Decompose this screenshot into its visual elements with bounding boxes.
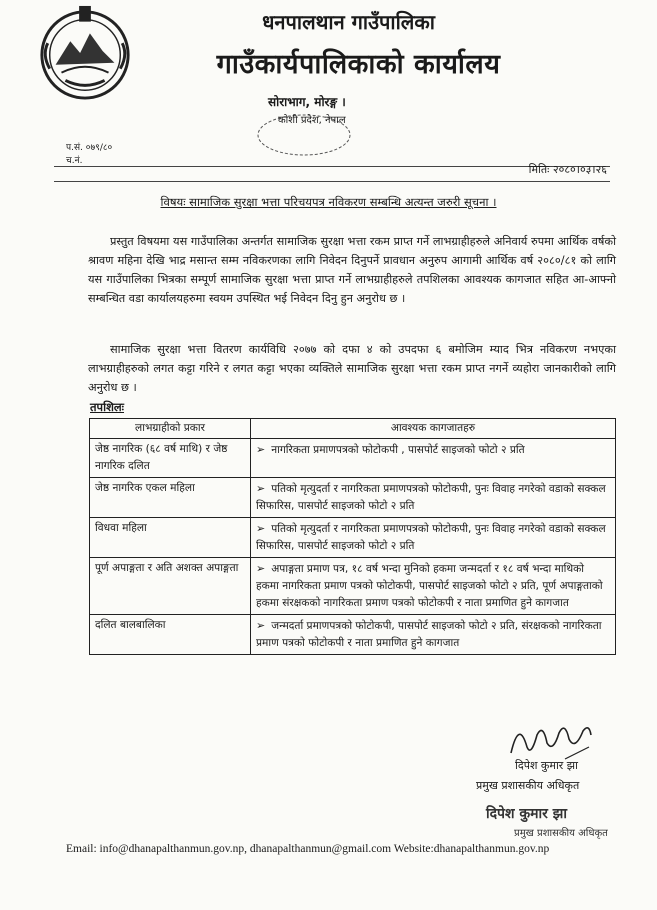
arrow-bullet-icon: ➢ bbox=[256, 522, 266, 535]
beneficiary-type: जेष्ठ नागरिक (६८ वर्ष माथि) र जेष्ठ नागरिक दलित bbox=[90, 439, 251, 478]
table-row bbox=[90, 518, 616, 558]
signatory-name: दिपेश कुमार झा bbox=[515, 759, 578, 772]
required-documents bbox=[251, 518, 616, 558]
address-line-2: कोशी प्रदेश, नेपाल bbox=[278, 115, 346, 126]
documents-text: पतिको मृत्युदर्ता र नागरिकता प्रमाणपत्रको फोटोकपी, पुनः विवाह नगरेको वडाको सक्कल सिफारिस, पासपोर्ट साइजको फोटो २ प्रति bbox=[256, 523, 606, 552]
column-header-type: लाभग्राहीको प्रकार bbox=[90, 419, 251, 439]
required-documents bbox=[251, 439, 616, 478]
signatory-title: प्रमुख प्रशासकीय अधिकृत bbox=[476, 779, 580, 792]
letter-date: मितिः २०८०।०३।२६ bbox=[528, 163, 607, 176]
column-header-documents: आवश्यक कागजातहरु bbox=[251, 419, 616, 439]
table-header-row bbox=[90, 419, 616, 439]
stamp-name-text: दिपेश कुमार झा bbox=[486, 806, 567, 822]
address-line-1: सोराभाग, मोरङ्ग । bbox=[268, 95, 346, 109]
documents-text: नागरिकता प्रमाणपत्रको फोटोकपी , पासपोर्ट साइजको फोटो २ प्रति bbox=[271, 444, 525, 456]
subject-line: विषयः सामाजिक सुरक्षा भत्ता परिचयपत्र नविकरण सम्बन्धि अत्यन्त जरुरी सूचना । bbox=[160, 195, 497, 209]
beneficiary-type: विधवा महिला bbox=[90, 518, 251, 558]
required-documents bbox=[251, 478, 616, 518]
required-documents bbox=[251, 558, 616, 615]
office-name: गाउँकार्यपालिकाको कार्यालय bbox=[216, 49, 501, 80]
arrow-bullet-icon: ➢ bbox=[256, 482, 266, 495]
documents-text: पतिको मृत्युदर्ता र नागरिकता प्रमाणपत्रको फोटोकपी, पुनः विवाह नगरेको वडाको सक्कल सिफारिस, पासपोर्ट साइजको फोटो २ प्रति bbox=[256, 483, 606, 512]
footer-contact: Email: info@dhanapalthanmun.gov.np, dhanapalthanmun@gmail.com Website:dhanapalthanmun.gov.np bbox=[66, 843, 550, 855]
requirements-table bbox=[89, 418, 616, 655]
table-row bbox=[90, 558, 616, 615]
arrow-bullet-icon: ➢ bbox=[256, 619, 266, 632]
documents-text: अपाङ्गता प्रमाण पत्र, १८ वर्ष भन्दा मुनिको हकमा जन्मदर्ता र १८ वर्ष भन्दा माथिको हकमा नागरिकता प्रमाण पत्रको फोटोकपी, पासपोर्ट साइजको फोटो २ प्रति, पूर्ण अपाङ्गताको हकमा संरक्षकको नागरिकता प्रमाण पत्रको फोटोकपी र नाता प्रमाणित हुने कागजात bbox=[256, 563, 603, 609]
table-row bbox=[90, 615, 616, 655]
name-stamp bbox=[464, 798, 624, 846]
beneficiary-type: जेष्ठ नागरिक एकल महिला bbox=[90, 478, 251, 518]
beneficiary-type: दलित बालबालिका bbox=[90, 615, 251, 655]
arrow-bullet-icon: ➢ bbox=[256, 443, 266, 456]
table-row bbox=[90, 439, 616, 478]
details-heading: तपशिलः bbox=[90, 400, 125, 414]
body-paragraph-2: सामाजिक सुरक्षा भत्ता वितरण कार्यविधि २०७७ को दफा ४ को उपदफा ६ बमोजिम म्याद भित्र नविकरण नभएका लाभग्राहीहरुको लगत कट्टा गरिने र लगत कट्टा भएका व्यक्तिले सामाजिक सुरक्षा भत्ता रकम प्राप्त नगर्ने व्यहोरा जानकारीको लागि अनुरोध छ । bbox=[88, 343, 616, 394]
org-name: धनपालथान गाउँपालिका bbox=[262, 10, 435, 34]
beneficiary-type: पूर्ण अपाङ्गता र अति अशक्त अपाङ्गता bbox=[90, 558, 251, 615]
required-documents bbox=[251, 615, 616, 655]
table-row bbox=[90, 478, 616, 518]
documents-text: जन्मदर्ता प्रमाणपत्रको फोटोकपी, पासपोर्ट साइजको फोटो २ प्रति, संरक्षकको नागरिकता प्रमाण पत्रको फोटोकपी र नाता प्रमाणित हुने कागजात bbox=[256, 620, 602, 649]
arrow-bullet-icon: ➢ bbox=[256, 562, 266, 575]
header-divider bbox=[54, 166, 610, 167]
date-divider bbox=[54, 181, 610, 182]
dispatch-number: च.नं. bbox=[66, 156, 83, 166]
stamp-title-text: प्रमुख प्रशासकीय अधिकृत bbox=[514, 828, 608, 839]
body-paragraph-1: प्रस्तुत विषयमा यस गाउँपालिका अन्तर्गत सामाजिक सुरक्षा भत्ता रकम प्राप्त गर्ने लाभग्राहीहरुले अनिवार्य रुपमा आर्थिक वर्षको श्रावण महिना देखि भाद्र मसान्त सम्म नविकरणका लागि निवेदन दिनुपर्ने प्रावधान अनुरुप आगामी आर्थिक वर्ष २०८०/८१ को लागि यस गाउँपालिका भित्रका सम्पूर्ण सामाजिक सुरक्षा भत्ता प्राप्त गर्ने लाभग्राहीहरुले तपशिलका आवश्यक कागजात सहित आ-आफ्नो सम्बन्धित वडा कार्यालयहरुमा स्वयम उपस्थित भई निवेदन दिनु हुन अनुरोध छ । bbox=[88, 235, 616, 305]
reference-number: प.सं. ०७९/८० bbox=[66, 143, 113, 153]
